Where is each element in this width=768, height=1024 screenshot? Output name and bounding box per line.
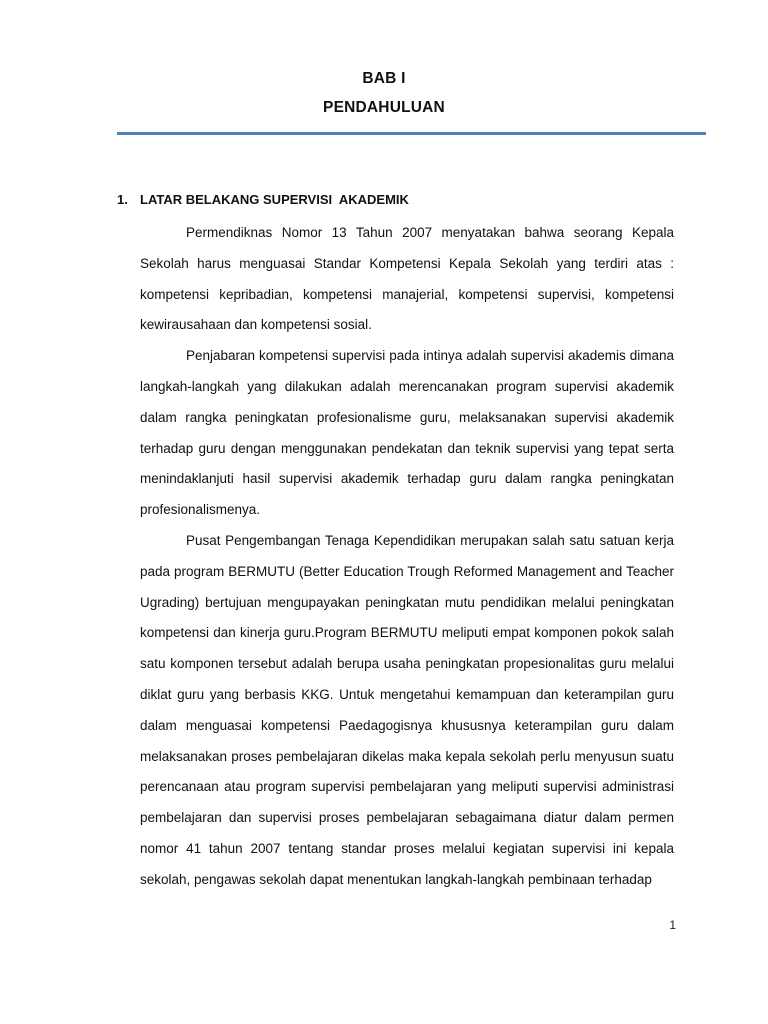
chapter-number: BAB I [362,70,406,87]
body-text [140,218,674,896]
section-title: LATAR BELAKANG SUPERVISI AKADEMIK [140,192,409,207]
title-underline-rule [117,132,706,135]
paragraph-3: Pusat Pengembangan Tenaga Kependidikan merupakan salah satu satuan kerja pada program BERMUTU (Better Education Trough Reformed Management and Teacher Ugrading) bertujuan mengupayakan peningkatan mutu pendidikan melalui peningkatan kompetensi dan kinerja guru.Program BERMUTU meliputi empat komponen pokok salah satu komponen tersebut adalah berupa usaha peningkatan propesionalitas guru melalui diklat guru yang berbasis KKG. Untuk mengetahui kemampuan dan keterampilan guru dalam menguasai kompetensi Paedagogisnya khususnya keterampilan guru dalam melaksanakan proses pembelajaran dikelas maka kepala sekolah perlu menyusun suatu perencanaan atau program supervisi pembelajaran yang meliputi supervisi administrasi pembelajaran dan supervisi proses pembelajaran sebagaimana diatur dalam permen nomor 41 tahun 2007 tentang standar proses melalui kegiatan supervisi ini kepala sekolah, pengawas sekolah dapat menentukan langkah-langkah pembinaan terhadap [140,532,674,887]
section-heading [117,192,409,207]
paragraph-2: Penjabaran kompetensi supervisi pada intinya adalah supervisi akademis dimana langkah-langkah yang dilakukan adalah merencanakan program supervisi akademik dalam rangka peningkatan profesionalisme guru, melaksanakan supervisi akademik terhadap guru dengan menggunakan pendekatan dan teknik supervisi yang tepat serta menindaklanjuti hasil supervisi akademik terhadap guru dalam rangka peningkatan profesionalismenya. [140,348,674,518]
section-number: 1. [117,192,128,207]
chapter-title: PENDAHULUAN [323,99,445,116]
page-number: 1 [669,918,676,932]
paragraph-1: Permendiknas Nomor 13 Tahun 2007 menyatakan bahwa seorang Kepala Sekolah harus menguasai Standar Kompetensi Kepala Sekolah yang terdiri atas : kompetensi kepribadian, kompetensi manajerial, kompetensi supervisi, kompetensi kewirausahaan dan kompetensi sosial. [140,225,674,333]
